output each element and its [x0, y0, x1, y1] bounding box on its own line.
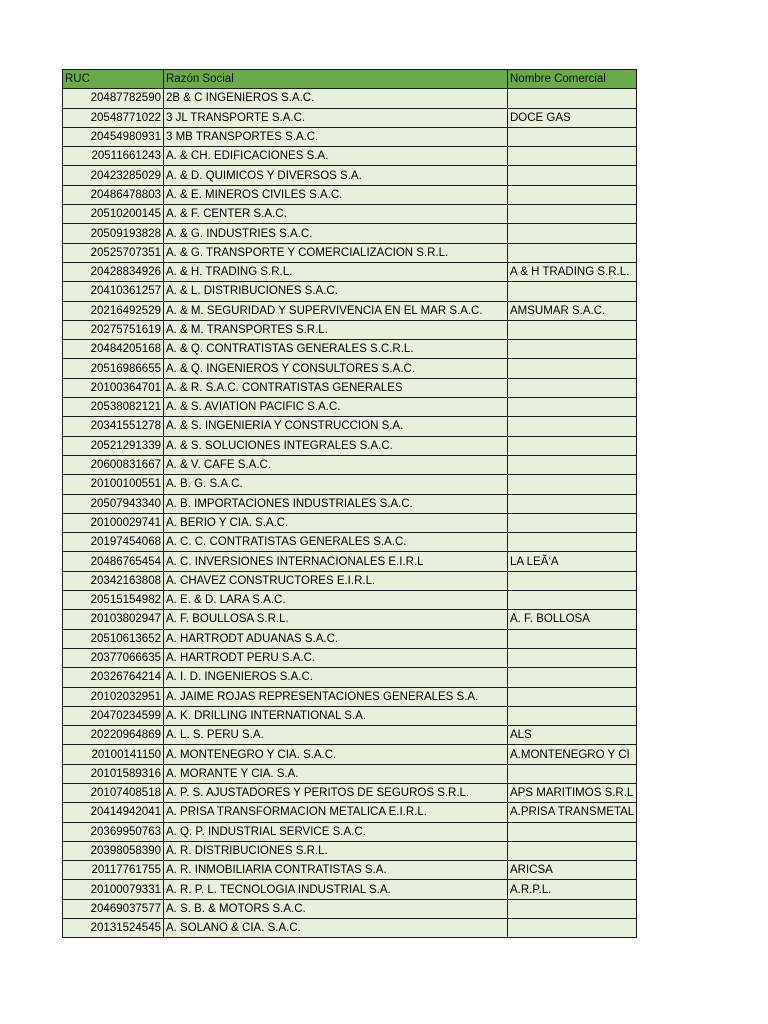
ruc-cell[interactable]: 20216492529 — [63, 301, 164, 320]
nombre-comercial-cell[interactable] — [508, 398, 637, 417]
nombre-comercial-cell[interactable] — [508, 533, 637, 552]
nombre-comercial-cell[interactable] — [508, 378, 637, 397]
table-row — [63, 822, 637, 841]
table-body — [63, 89, 637, 938]
razon-social-cell[interactable]: 2B & C INGENIEROS S.A.C. — [164, 89, 508, 108]
table-row — [63, 185, 637, 204]
header-ruc[interactable]: RUC — [63, 70, 164, 89]
table-row — [63, 552, 637, 571]
razon-social-cell[interactable]: A. & L. DISTRIBUCIONES S.A.C. — [164, 282, 508, 301]
table-row — [63, 89, 637, 108]
razon-social-cell[interactable]: A. JAIME ROJAS REPRESENTACIONES GENERALES S.A. — [164, 687, 508, 706]
razon-social-cell[interactable]: A. F. BOULLOSA S.R.L. — [164, 610, 508, 629]
ruc-cell[interactable]: 20486765454 — [63, 552, 164, 571]
nombre-comercial-cell[interactable] — [508, 359, 637, 378]
ruc-cell[interactable]: 20341551278 — [63, 417, 164, 436]
razon-social-cell[interactable]: 3 JL TRANSPORTE S.A.C. — [164, 108, 508, 127]
nombre-comercial-cell[interactable] — [508, 629, 637, 648]
nombre-comercial-cell[interactable] — [508, 127, 637, 146]
razon-social-cell[interactable]: A. & H. TRADING S.R.L. — [164, 262, 508, 281]
razon-social-cell[interactable]: A. L. S. PERU S.A. — [164, 726, 508, 745]
table-row — [63, 591, 637, 610]
nombre-comercial-cell[interactable] — [508, 687, 637, 706]
table-row — [63, 803, 637, 822]
ruc-cell[interactable]: 20510613652 — [63, 629, 164, 648]
nombre-comercial-cell[interactable] — [508, 282, 637, 301]
table-row — [63, 919, 637, 938]
nombre-comercial-cell[interactable] — [508, 89, 637, 108]
nombre-comercial-cell[interactable] — [508, 764, 637, 783]
razon-social-cell[interactable]: A. & M. SEGURIDAD Y SUPERVIVENCIA EN EL MAR S.A.C. — [164, 301, 508, 320]
nombre-comercial-cell[interactable]: ALS — [508, 726, 637, 745]
razon-social-cell[interactable]: A. HARTRODT PERU S.A.C. — [164, 648, 508, 667]
table-row — [63, 899, 637, 918]
ruc-cell[interactable]: 20511661243 — [63, 147, 164, 166]
nombre-comercial-cell[interactable]: DOCE GAS — [508, 108, 637, 127]
ruc-cell[interactable]: 20509193828 — [63, 224, 164, 243]
table-row — [63, 571, 637, 590]
table-row — [63, 417, 637, 436]
ruc-cell[interactable]: 20377066635 — [63, 648, 164, 667]
nombre-comercial-cell[interactable] — [508, 340, 637, 359]
nombre-comercial-cell[interactable] — [508, 513, 637, 532]
nombre-comercial-cell[interactable] — [508, 822, 637, 841]
razon-social-cell[interactable]: A. & V. CAFE S.A.C. — [164, 455, 508, 474]
razon-social-cell[interactable]: A. & Q. INGENIEROS Y CONSULTORES S.A.C. — [164, 359, 508, 378]
nombre-comercial-cell[interactable]: A.PRISA TRANSMETAL — [508, 803, 637, 822]
nombre-comercial-cell[interactable]: A.MONTENEGRO Y CI — [508, 745, 637, 764]
table-row — [63, 224, 637, 243]
razon-social-cell[interactable]: A. S. B. & MOTORS S.A.C. — [164, 899, 508, 918]
table-row — [63, 147, 637, 166]
ruc-cell[interactable]: 20507943340 — [63, 494, 164, 513]
ruc-cell[interactable]: 20369950763 — [63, 822, 164, 841]
razon-social-cell[interactable]: A. B. G. S.A.C. — [164, 475, 508, 494]
table-header — [63, 70, 637, 89]
nombre-comercial-cell[interactable]: A.R.P.L. — [508, 880, 637, 899]
table-row — [63, 359, 637, 378]
nombre-comercial-cell[interactable]: APS MARITIMOS S.R.L — [508, 783, 637, 802]
table-row — [63, 841, 637, 860]
ruc-cell[interactable]: 20423285029 — [63, 166, 164, 185]
table-row — [63, 320, 637, 339]
table-row — [63, 378, 637, 397]
table-row — [63, 764, 637, 783]
razon-social-cell[interactable]: A. & R. S.A.C. CONTRATISTAS GENERALES — [164, 378, 508, 397]
ruc-cell[interactable]: 20484205168 — [63, 340, 164, 359]
nombre-comercial-cell[interactable] — [508, 205, 637, 224]
header-row — [63, 70, 637, 89]
razon-social-cell[interactable]: A. & M. TRANSPORTES S.R.L. — [164, 320, 508, 339]
nombre-comercial-cell[interactable] — [508, 494, 637, 513]
razon-social-cell[interactable]: 3 MB TRANSPORTES S.A.C. — [164, 127, 508, 146]
nombre-comercial-cell[interactable] — [508, 436, 637, 455]
ruc-cell[interactable]: 20275751619 — [63, 320, 164, 339]
nombre-comercial-cell[interactable] — [508, 166, 637, 185]
ruc-cell[interactable]: 20326764214 — [63, 668, 164, 687]
ruc-cell[interactable]: 20486478803 — [63, 185, 164, 204]
table-row — [63, 475, 637, 494]
razon-social-cell[interactable]: A. SOLANO & CIA. S.A.C. — [164, 919, 508, 938]
table-row — [63, 340, 637, 359]
nombre-comercial-cell[interactable] — [508, 648, 637, 667]
razon-social-cell[interactable]: A. MORANTE Y CIA. S.A. — [164, 764, 508, 783]
ruc-cell[interactable]: 20600831667 — [63, 455, 164, 474]
nombre-comercial-cell[interactable] — [508, 899, 637, 918]
ruc-cell[interactable]: 20398058390 — [63, 841, 164, 860]
ruc-cell[interactable]: 20469037577 — [63, 899, 164, 918]
razon-social-cell[interactable]: A. HARTRODT ADUANAS S.A.C. — [164, 629, 508, 648]
table-row — [63, 629, 637, 648]
table-row — [63, 398, 637, 417]
table-row — [63, 127, 637, 146]
nombre-comercial-cell[interactable] — [508, 147, 637, 166]
table-row — [63, 301, 637, 320]
table-row — [63, 494, 637, 513]
ruc-cell[interactable]: 20102032951 — [63, 687, 164, 706]
razon-social-cell[interactable]: A. Q. P. INDUSTRIAL SERVICE S.A.C. — [164, 822, 508, 841]
ruc-cell[interactable]: 20410361257 — [63, 282, 164, 301]
nombre-comercial-cell[interactable] — [508, 571, 637, 590]
nombre-comercial-cell[interactable]: ARICSA — [508, 861, 637, 880]
ruc-cell[interactable]: 20510200145 — [63, 205, 164, 224]
table-row — [63, 745, 637, 764]
razon-social-cell[interactable]: A. BERIO Y CIA. S.A.C. — [164, 513, 508, 532]
nombre-comercial-cell[interactable] — [508, 668, 637, 687]
razon-social-cell[interactable]: A. & S. INGENIERIA Y CONSTRUCCION S.A. — [164, 417, 508, 436]
nombre-comercial-cell[interactable] — [508, 706, 637, 725]
table-row — [63, 243, 637, 262]
razon-social-cell[interactable]: A. & S. SOLUCIONES INTEGRALES S.A.C. — [164, 436, 508, 455]
table-row — [63, 533, 637, 552]
nombre-comercial-cell[interactable]: AMSUMAR S.A.C. — [508, 301, 637, 320]
razon-social-cell[interactable]: A. & S. AVIATION PACIFIC S.A.C. — [164, 398, 508, 417]
nombre-comercial-cell[interactable] — [508, 591, 637, 610]
table-row — [63, 513, 637, 532]
ruc-cell[interactable]: 20131524545 — [63, 919, 164, 938]
table-row — [63, 166, 637, 185]
nombre-comercial-cell[interactable] — [508, 919, 637, 938]
table-row — [63, 668, 637, 687]
razon-social-cell[interactable]: A. & G. INDUSTRIES S.A.C. — [164, 224, 508, 243]
ruc-cell[interactable]: 20454980931 — [63, 127, 164, 146]
ruc-cell[interactable]: 20428834926 — [63, 262, 164, 281]
table-row — [63, 861, 637, 880]
razon-social-cell[interactable]: A. B. IMPORTACIONES INDUSTRIALES S.A.C. — [164, 494, 508, 513]
razon-social-cell[interactable]: A. E. & D. LARA S.A.C. — [164, 591, 508, 610]
razon-social-cell[interactable]: A. R. P. L. TECNOLOGIA INDUSTRIAL S.A. — [164, 880, 508, 899]
razon-social-cell[interactable]: A. & E. MINEROS CIVILES S.A.C. — [164, 185, 508, 204]
ruc-cell[interactable]: 20100079331 — [63, 880, 164, 899]
nombre-comercial-cell[interactable]: A & H TRADING S.R.L. — [508, 262, 637, 281]
razon-social-cell[interactable]: A. PRISA TRANSFORMACION METALICA E.I.R.L. — [164, 803, 508, 822]
header-nombre-comercial[interactable]: Nombre Comercial — [508, 70, 637, 89]
razon-social-cell[interactable]: A. & CH. EDIFICACIONES S.A. — [164, 147, 508, 166]
table-row — [63, 706, 637, 725]
ruc-cell[interactable]: 20107408518 — [63, 783, 164, 802]
razon-social-cell[interactable]: A. & G. TRANSPORTE Y COMERCIALIZACION S.R.L. — [164, 243, 508, 262]
ruc-cell[interactable]: 20100364701 — [63, 378, 164, 397]
table-row — [63, 282, 637, 301]
nombre-comercial-cell[interactable] — [508, 417, 637, 436]
razon-social-cell[interactable]: A. P. S. AJUSTADORES Y PERITOS DE SEGUROS S.R.L. — [164, 783, 508, 802]
nombre-comercial-cell[interactable] — [508, 475, 637, 494]
ruc-cell[interactable]: 20100141150 — [63, 745, 164, 764]
company-table — [62, 69, 637, 938]
table-row — [63, 687, 637, 706]
table-row — [63, 726, 637, 745]
ruc-cell[interactable]: 20197454068 — [63, 533, 164, 552]
razon-social-cell[interactable]: A. CHAVEZ CONSTRUCTORES E.I.R.L. — [164, 571, 508, 590]
nombre-comercial-cell[interactable] — [508, 243, 637, 262]
table-row — [63, 610, 637, 629]
ruc-cell[interactable]: 20521291339 — [63, 436, 164, 455]
razon-social-cell[interactable]: A. I. D. INGENIEROS S.A.C. — [164, 668, 508, 687]
razon-social-cell[interactable]: A. R. INMOBILIARIA CONTRATISTAS S.A. — [164, 861, 508, 880]
table-row — [63, 262, 637, 281]
razon-social-cell[interactable]: A. & D. QUIMICOS Y DIVERSOS S.A. — [164, 166, 508, 185]
nombre-comercial-cell[interactable] — [508, 224, 637, 243]
table-row — [63, 880, 637, 899]
ruc-cell[interactable]: 20548771022 — [63, 108, 164, 127]
razon-social-cell[interactable]: A. C. INVERSIONES INTERNACIONALES E.I.R.L — [164, 552, 508, 571]
razon-social-cell[interactable]: A. R. DISTRIBUCIONES S.R.L. — [164, 841, 508, 860]
razon-social-cell[interactable]: A. K. DRILLING INTERNATIONAL S.A. — [164, 706, 508, 725]
ruc-cell[interactable]: 20103802947 — [63, 610, 164, 629]
table-row — [63, 783, 637, 802]
table-row — [63, 648, 637, 667]
ruc-cell[interactable]: 20487782590 — [63, 89, 164, 108]
ruc-cell[interactable]: 20470234599 — [63, 706, 164, 725]
ruc-cell[interactable]: 20117761755 — [63, 861, 164, 880]
ruc-cell[interactable]: 20101589316 — [63, 764, 164, 783]
ruc-cell[interactable]: 20516986655 — [63, 359, 164, 378]
header-razon-social[interactable]: Razón Social — [164, 70, 508, 89]
ruc-cell[interactable]: 20342163808 — [63, 571, 164, 590]
ruc-cell[interactable]: 20515154982 — [63, 591, 164, 610]
ruc-cell[interactable]: 20414942041 — [63, 803, 164, 822]
ruc-cell[interactable]: 20220964869 — [63, 726, 164, 745]
table-row — [63, 455, 637, 474]
ruc-cell[interactable]: 20100029741 — [63, 513, 164, 532]
table-row — [63, 436, 637, 455]
ruc-cell[interactable]: 20525707351 — [63, 243, 164, 262]
ruc-cell[interactable]: 20538082121 — [63, 398, 164, 417]
razon-social-cell[interactable]: A. & Q. CONTRATISTAS GENERALES S.C.R.L. — [164, 340, 508, 359]
nombre-comercial-cell[interactable] — [508, 841, 637, 860]
razon-social-cell[interactable]: A. C. C. CONTRATISTAS GENERALES S.A.C. — [164, 533, 508, 552]
nombre-comercial-cell[interactable] — [508, 455, 637, 474]
ruc-cell[interactable]: 20100100551 — [63, 475, 164, 494]
razon-social-cell[interactable]: A. MONTENEGRO Y CIA. S.A.C. — [164, 745, 508, 764]
table-row — [63, 108, 637, 127]
nombre-comercial-cell[interactable]: A. F. BOLLOSA — [508, 610, 637, 629]
table-row — [63, 205, 637, 224]
nombre-comercial-cell[interactable]: LA LEÃ‘A — [508, 552, 637, 571]
nombre-comercial-cell[interactable] — [508, 320, 637, 339]
razon-social-cell[interactable]: A. & F. CENTER S.A.C. — [164, 205, 508, 224]
nombre-comercial-cell[interactable] — [508, 185, 637, 204]
